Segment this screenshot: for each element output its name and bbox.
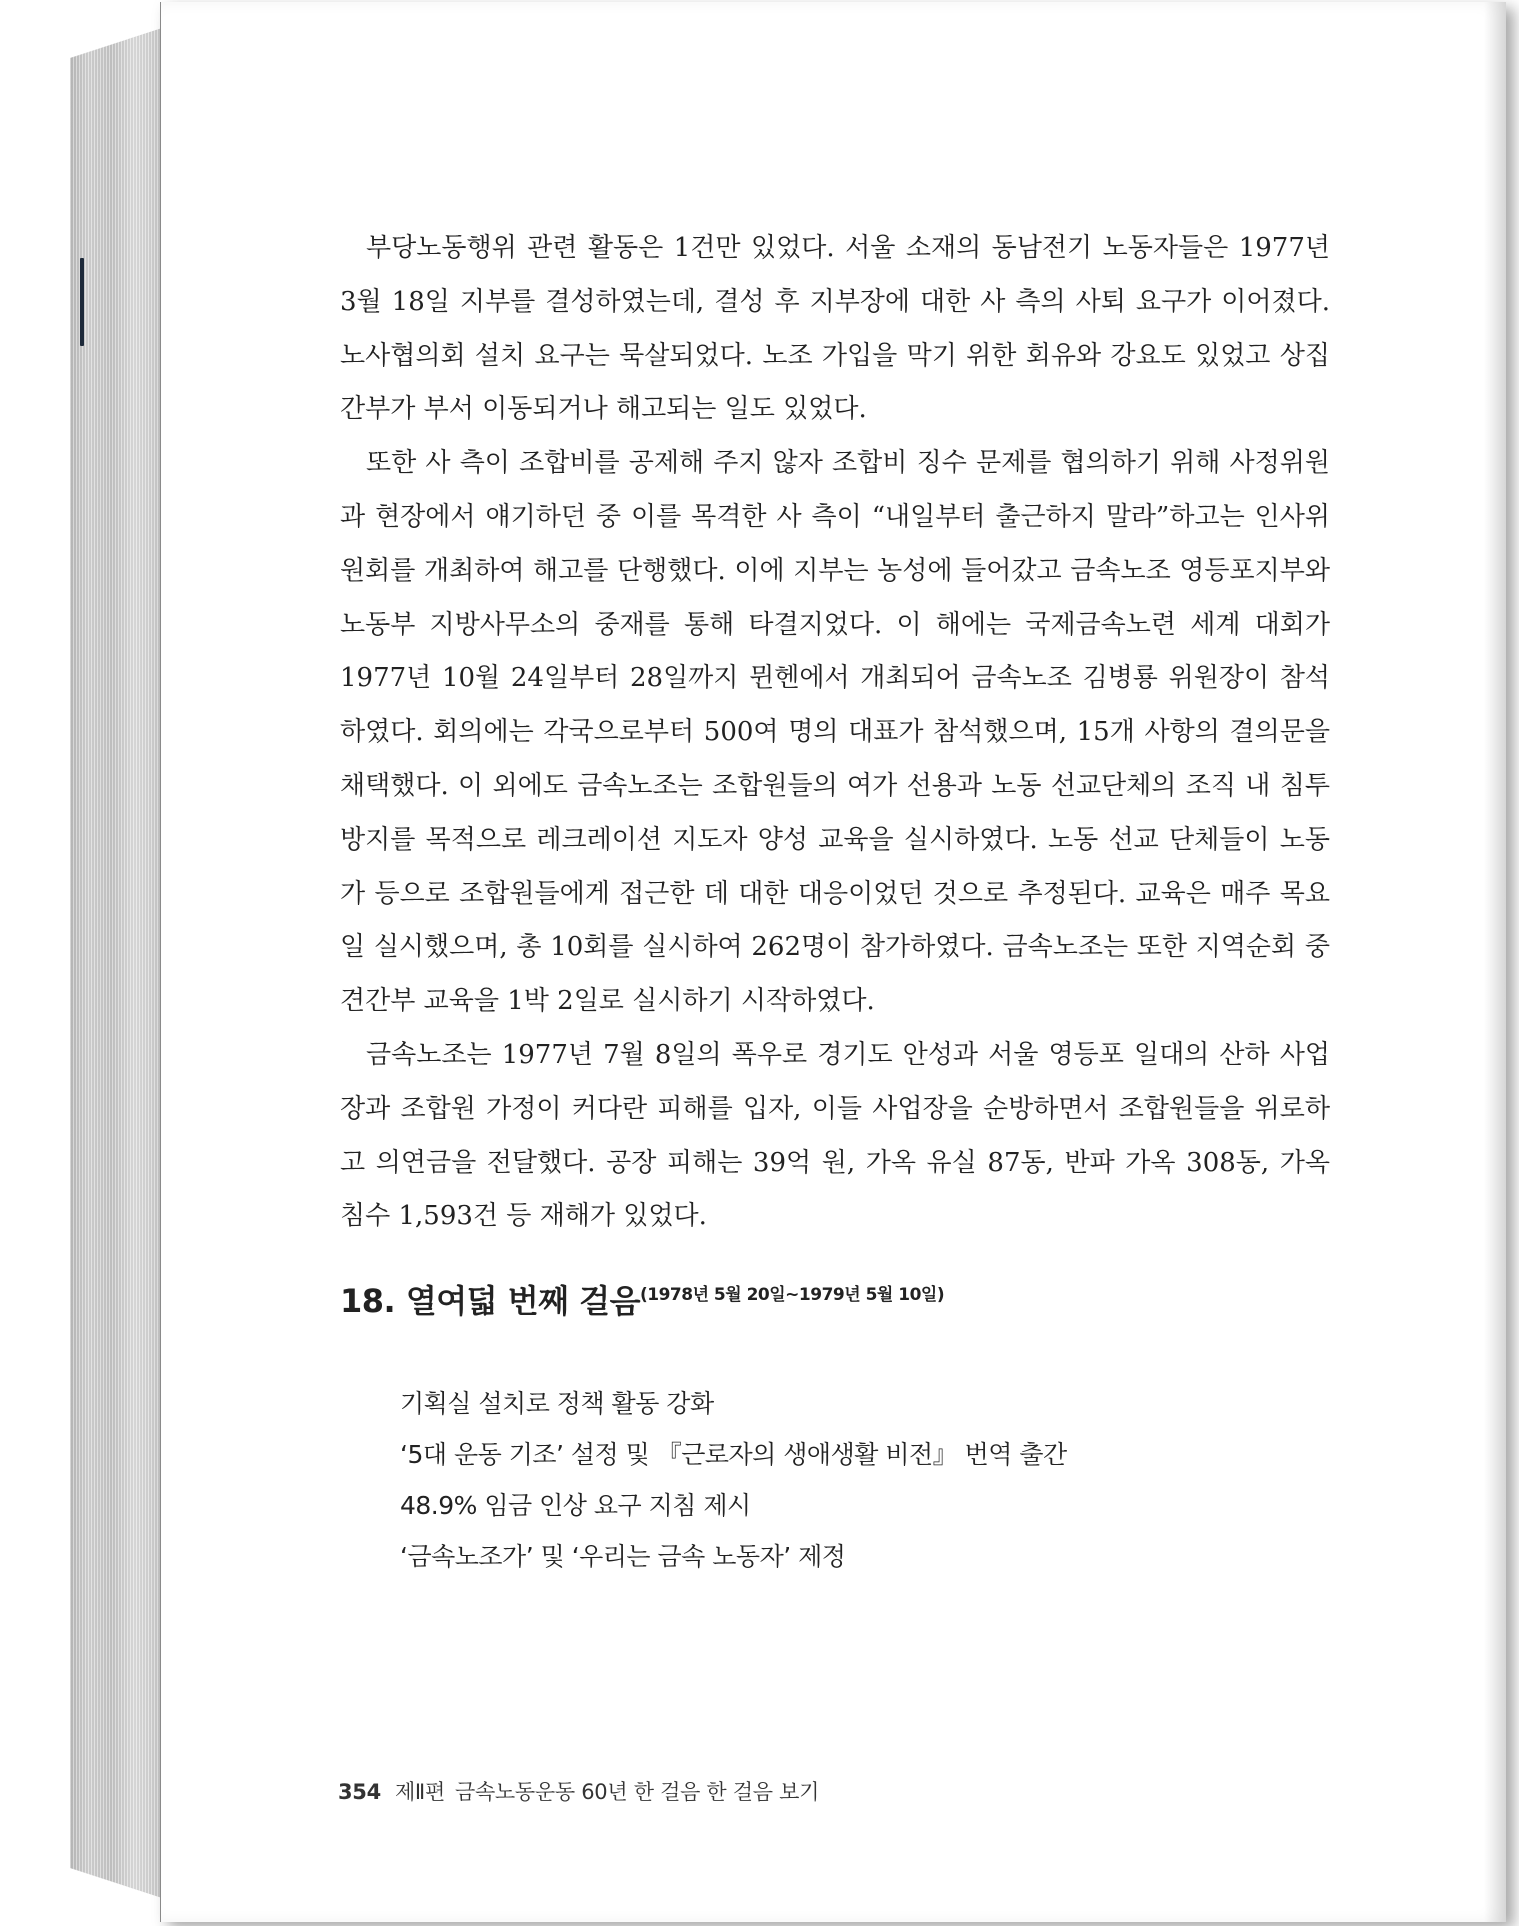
section-title: 18. 열여덟 번째 걸음	[340, 1282, 640, 1320]
highlight-item: 48.9% 임금 인상 요구 지침 제시	[400, 1491, 751, 1520]
paragraph-1: 부당노동행위 관련 활동은 1건만 있었다. 서울 소재의 동남전기 노동자들은 1977년 3월 18일 지부를 결성하였는데, 결성 후 지부장에 대한 사 측의 사퇴 요구가 이어졌다. 노사협의회 설치 요구는 묵살되었다. 노조 가입을 막기 위한 회유와 강요도 있었고 상집 간부가 부서 이동되거나 해고되는 일도 있었다.	[340, 233, 1330, 425]
page-footer	[338, 1776, 819, 1806]
paragraph-3: 금속노조는 1977년 7월 8일의 폭우로 경기도 안성과 서울 영등포 일대의 산하 사업장과 조합원 가정이 커다란 피해를 입자, 이들 사업장을 순방하면서 조합원들을 위로하고 의연금을 전달했다. 공장 피해는 39억 원, 가옥 유실 87동, 반파 가옥 308동, 가옥 침수 1,593건 등 재해가 있었다.	[340, 1039, 1330, 1232]
section-highlights	[400, 1378, 1067, 1582]
section-heading	[340, 1276, 944, 1322]
part-label: 제Ⅱ편	[394, 1780, 445, 1804]
bookmark-ribbon	[80, 258, 84, 346]
body-text	[340, 222, 1330, 1244]
page-number: 354	[338, 1780, 381, 1804]
part-title: 금속노동운동 60년 한 걸음 한 걸음 보기	[454, 1780, 820, 1804]
section-date-range: (1978년 5월 20일~1979년 5월 10일)	[640, 1285, 945, 1305]
highlight-item: ‘금속노조가’ 및 ‘우리는 금속 노동자’ 제정	[400, 1542, 846, 1571]
highlight-item: 기획실 설치로 정책 활동 강화	[400, 1389, 714, 1418]
paragraph-2: 또한 사 측이 조합비를 공제해 주지 않자 조합비 징수 문제를 협의하기 위해 사정위원과 현장에서 얘기하던 중 이를 목격한 사 측이 “내일부터 출근하지 말라”하고는 인사위원회를 개최하여 해고를 단행했다. 이에 지부는 농성에 들어갔고 금속노조 영등포지부와 노동부 지방사무소의 중재를 통해 타결지었다. 이 해에는 국제금속노련 세계 대회가 1977년 10월 24일부터 28일까지 뮌헨에서 개최되어 금속노조 김병룡 위원장이 참석하였다. 회의에는 각국으로부터 500여 명의 대표가 참석했으며, 15개 사항의 결의문을 채택했다. 이 외에도 금속노조는 조합원들의 여가 선용과 노동 선교단체의 조직 내 침투 방지를 목적으로 레크레이션 지도자 양성 교육을 실시하였다. 노동 선교 단체들이 노동가 등으로 조합원들에게 접근한 데 대한 대응이었던 것으로 추정된다. 교육은 매주 목요일 실시했으며, 총 10회를 실시하여 262명이 참가하였다. 금속노조는 또한 지역순회 중견간부 교육을 1박 2일로 실시하기 시작하였다.	[340, 448, 1330, 1017]
highlight-item: ‘5대 운동 기조’ 설정 및 『근로자의 생애생활 비전』 번역 출간	[400, 1440, 1067, 1469]
